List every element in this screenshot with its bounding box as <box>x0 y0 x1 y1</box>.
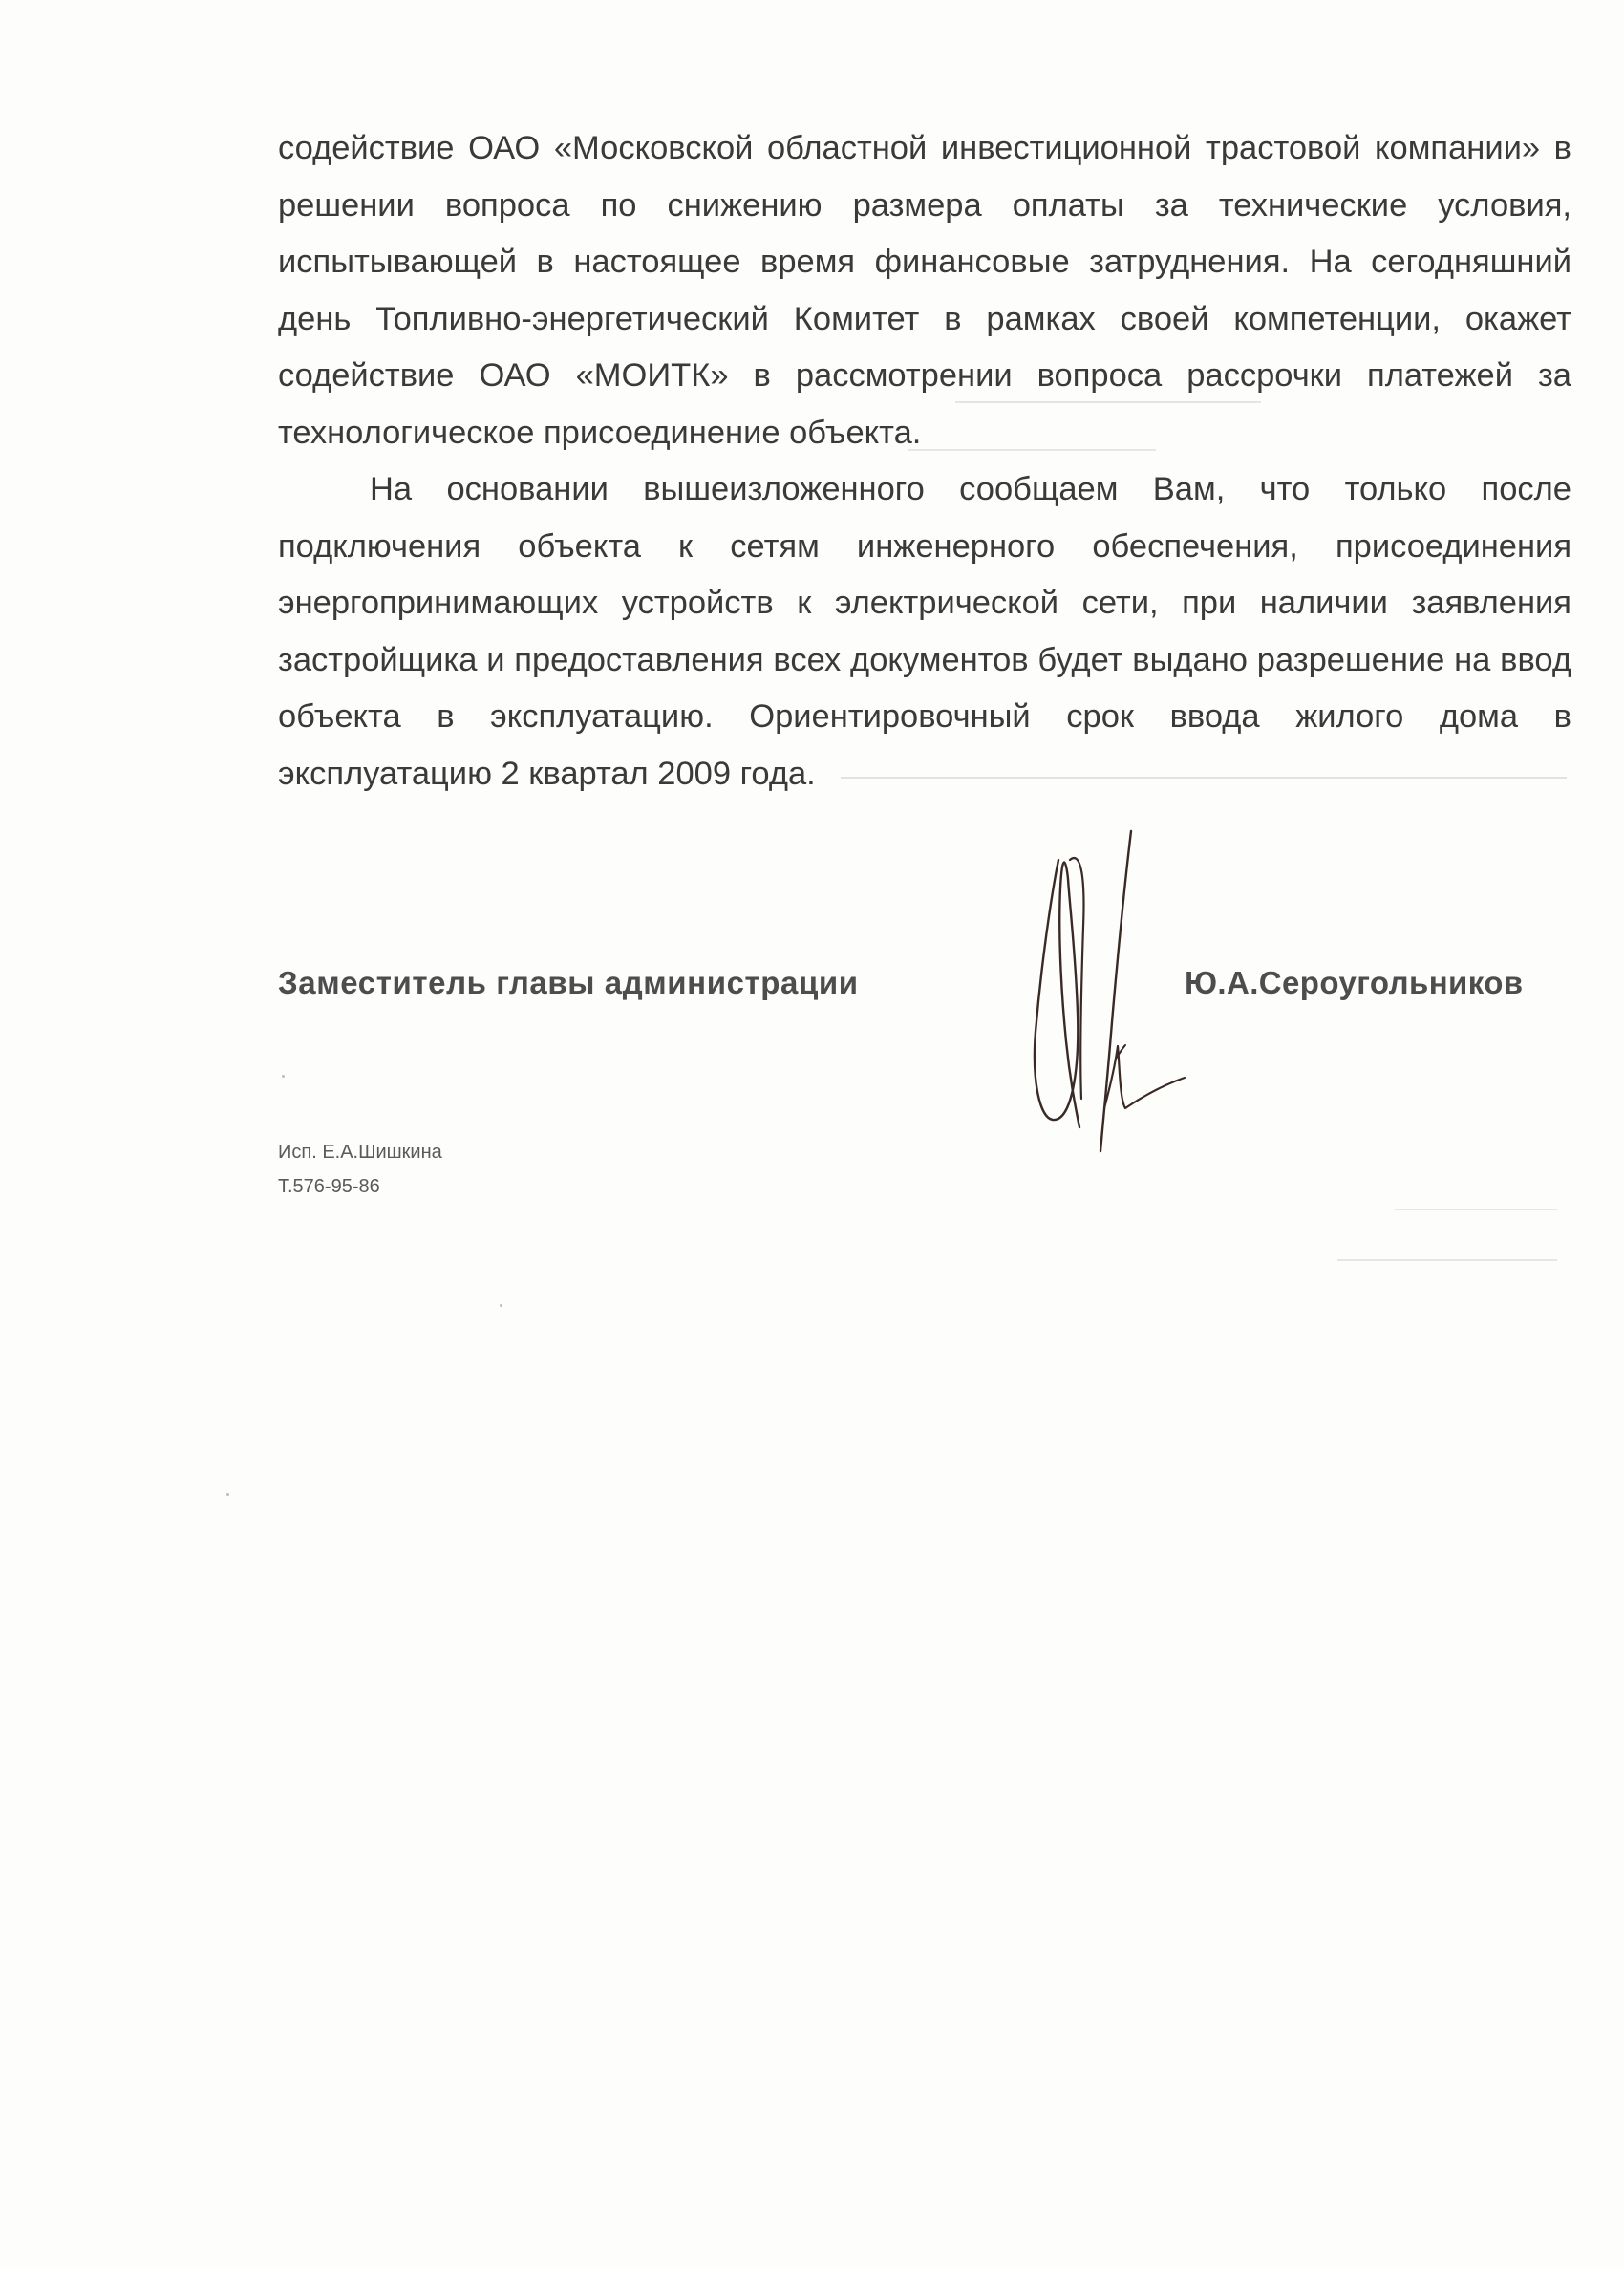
bleed-through-mark <box>1395 1209 1557 1210</box>
letter-paragraph: содействие ОАО «Московской областной инвестиционной трастовой компании» в решении вопроса по снижению размера оплаты за технические условия, испытывающей в настоящее время финансовые затруднения. На сегодняшний день Топливно-энергетический Комитет в рамках своей компетенции, окажет содействие ОАО «МОИТК» в рассмотрении вопроса рассрочки платежей за технологическое присоединение объекта. <box>278 130 1571 451</box>
paper-speck <box>500 1304 502 1307</box>
signatory-position: Заместитель главы администрации <box>278 965 859 1000</box>
letter-paragraph: На основании вышеизложенного сообщаем Вам, что только после подключения объекта к сетям инженерного обеспечения, присоединения энергопринимающих устройств к электрической сети, при наличии заявления застройщика и предоставления всех документов будет выдано разрешение на ввод объекта в эксплуатацию. Ориентировочный срок ввода жилого дома в эксплуатацию 2 квартал 2009 года. <box>278 471 1571 792</box>
executor-block <box>278 1135 442 1204</box>
signatory-name: Ю.А.Сероугольников <box>1185 965 1524 1000</box>
paper-speck <box>282 1075 285 1078</box>
handwritten-signature <box>1013 822 1204 1166</box>
bleed-through-mark <box>1337 1259 1557 1261</box>
executor-phone: Т.576-95-86 <box>278 1176 380 1197</box>
letter-body <box>278 120 1571 803</box>
executor-name: Исп. Е.А.Шишкина <box>278 1142 442 1163</box>
paper-speck <box>226 1493 229 1496</box>
